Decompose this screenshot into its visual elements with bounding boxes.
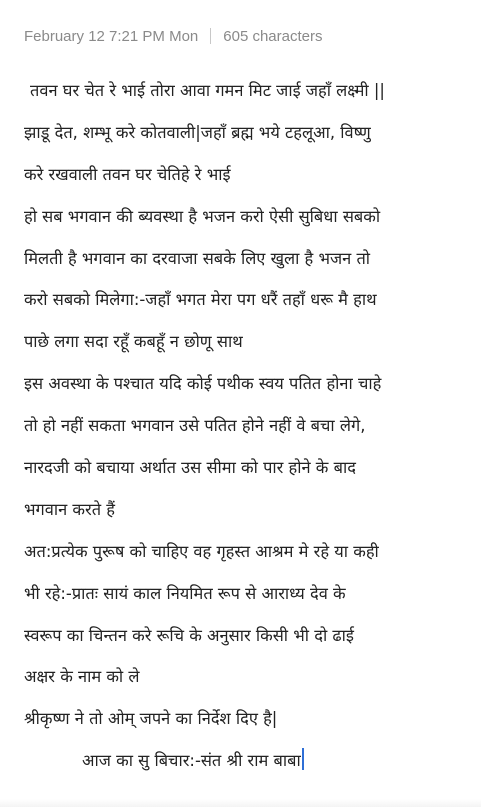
note-line-signature[interactable] xyxy=(24,740,464,782)
note-line[interactable]: श्रीकृष्ण ने तो ओम् जपने का निर्देश दिए है| xyxy=(24,709,278,729)
note-metadata xyxy=(24,26,323,46)
note-line[interactable]: अत:प्रत्येक पुरूष को चाहिए वह गृहस्त आश्रम मे रहे या कही xyxy=(24,541,379,561)
note-character-count: 605 characters xyxy=(223,27,323,45)
note-line-text: आज का सु बिचार:-संत श्री राम बाबा xyxy=(82,751,301,771)
note-line[interactable]: नारदजी को बचाया अर्थात उस सीमा को पार होने के बाद xyxy=(24,458,356,478)
note-line[interactable]: अक्षर के नाम को ले xyxy=(24,667,140,687)
note-line[interactable]: तवन घर चेत रे भाई तोरा आवा गमन मिट जाई जहाँ लक्ष्मी || xyxy=(30,81,385,100)
note-line[interactable]: झाडू देत, शम्भू करे कोतवाली|जहाँ ब्रह्म भये टहलूआ, विष्णु xyxy=(24,122,371,142)
note-line[interactable]: भी रहे:-प्रातः सायं काल नियमित रूप से आराध्य देव के xyxy=(24,583,346,603)
text-cursor xyxy=(302,748,304,770)
bottom-edge-shadow xyxy=(0,799,481,807)
note-line[interactable]: तो हो नहीं सकता भगवान उसे पतित होने नहीं वे बचा लेगे, xyxy=(24,416,366,436)
note-line[interactable]: भगवान करते हैं xyxy=(24,499,115,519)
note-date: February 12 7:21 PM Mon xyxy=(24,27,199,45)
note-line[interactable]: करो सबको मिलेगा:-जहाँ भगत मेरा पग धरैं तहाँ धरू मै हाथ xyxy=(24,290,377,310)
note-line[interactable]: पाछे लगा सदा रहूँ कबहूँ न छोणू साथ xyxy=(24,332,243,352)
note-line[interactable]: करे रखवाली तवन घर चेतिहे रे भाई xyxy=(24,164,231,184)
note-line[interactable]: इस अवस्था के पश्चात यदि कोई पथीक स्वय पतित होना चाहे xyxy=(24,374,382,394)
note-body-editor[interactable] xyxy=(24,70,464,782)
note-line[interactable]: हो सब भगवान की ब्यवस्था है भजन करो ऐसी सुबिधा सबको xyxy=(24,206,381,226)
note-line[interactable]: स्वरूप का चिन्तन करे रूचि के अनुसार किसी भी दो ढाई xyxy=(24,625,354,645)
note-line[interactable]: मिलती है भगवान का दरवाजा सबके लिए खुला है भजन तो xyxy=(24,248,371,268)
metadata-divider xyxy=(210,28,211,44)
